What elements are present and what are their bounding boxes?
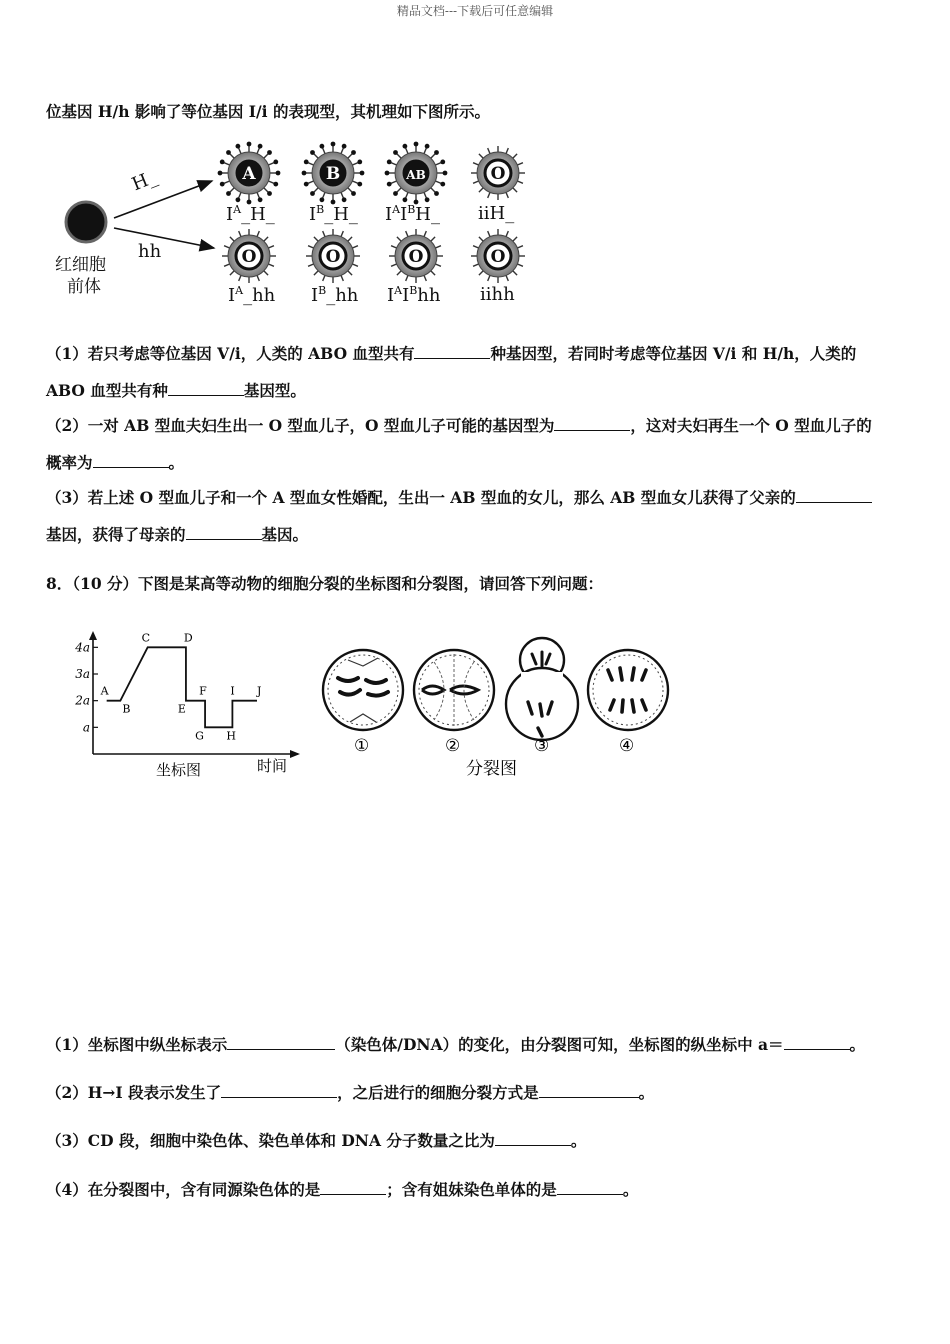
q8-part1: （1）坐标图中纵坐标表示 （染色体/DNA）的变化，由分裂图可知，坐标图的纵坐标中 a＝ 。 bbox=[46, 1035, 866, 1054]
point-label-i: I bbox=[230, 684, 235, 698]
q7-part3-line2: 基因，获得了母亲的 基因。 bbox=[46, 525, 309, 544]
answer-blank[interactable] bbox=[784, 1035, 850, 1050]
q8-part4: （4）在分裂图中，含有同源染色体的是 ；含有姐妹染色单体的是 。 bbox=[46, 1180, 639, 1199]
antigen-label: O bbox=[490, 247, 506, 267]
blood-cell-o bbox=[306, 229, 360, 283]
abo-mechanism-figure bbox=[50, 138, 530, 313]
cell-label-1: ① bbox=[354, 736, 370, 756]
division-cell-4 bbox=[588, 650, 668, 756]
q7-part2-line1: （2）一对 AB 型血夫妇生出一 O 型血儿子，O 型血儿子可能的基因型为 ，这对夫妇再生一个 O 型血儿子的 bbox=[46, 416, 872, 435]
point-label-g: G bbox=[195, 729, 204, 743]
antigen-label: O bbox=[408, 247, 424, 267]
antigen-label: B bbox=[325, 164, 341, 184]
point-label-e: E bbox=[177, 702, 186, 716]
antigen-label: O bbox=[490, 164, 506, 184]
blood-cell-o bbox=[471, 229, 525, 283]
y-axis-arrow bbox=[89, 631, 97, 640]
point-label-j: J bbox=[257, 684, 262, 698]
answer-blank[interactable] bbox=[227, 1035, 335, 1050]
point-label-b: B bbox=[122, 702, 131, 716]
answer-blank[interactable] bbox=[414, 344, 490, 359]
antigen-label: O bbox=[325, 247, 341, 267]
blood-cell-a bbox=[218, 142, 281, 205]
answer-blank[interactable] bbox=[554, 416, 630, 431]
q8-title: 8．（10 分）下图是某高等动物的细胞分裂的坐标图和分裂图，请回答下列问题： bbox=[46, 574, 604, 593]
cell-label-2: ② bbox=[445, 736, 461, 756]
answer-blank[interactable] bbox=[495, 1131, 571, 1146]
answer-blank[interactable] bbox=[320, 1180, 386, 1195]
cell-label-4: ④ bbox=[619, 736, 635, 756]
y-tick-label: 2a bbox=[75, 693, 90, 708]
answer-blank[interactable] bbox=[539, 1083, 639, 1098]
page-header: 精品文档---下载后可任意编辑 bbox=[396, 4, 554, 18]
intro-text: 位基因 H/h 影响了等位基因 I/i 的表现型，其机理如下图所示。 bbox=[46, 102, 490, 121]
blood-cell-o bbox=[389, 229, 443, 283]
answer-blank[interactable] bbox=[93, 453, 169, 468]
cell-label-3: ③ bbox=[534, 736, 550, 756]
genotype-label: $I^AI^BH\_$ bbox=[385, 203, 440, 225]
precursor-label-line2: 前体 bbox=[67, 277, 101, 297]
arrow-bottom-label: hh bbox=[138, 241, 162, 262]
point-label-f: F bbox=[199, 684, 207, 698]
arrow-top-label: H_ bbox=[129, 166, 160, 196]
q7-part1-line1: （1）若只考虑等位基因 V/i，人类的 ABO 血型共有 种基因型，若同时考虑等位基因 V/i 和 H/h，人类的 bbox=[46, 344, 857, 363]
y-tick-label: a bbox=[82, 720, 90, 735]
y-tick-label: 3a bbox=[75, 667, 90, 681]
blood-cell-ab bbox=[385, 142, 448, 205]
genotype-label: $I^B\_H\_$ bbox=[309, 203, 358, 225]
division-cell-1 bbox=[323, 650, 403, 756]
x-axis-arrow bbox=[290, 750, 300, 758]
y-tick-label: 4a bbox=[75, 640, 90, 655]
genotype-label: $I^A\_H\_$ bbox=[226, 203, 275, 225]
time-label: 时间 bbox=[257, 757, 288, 775]
q7-part1-line2: ABO 血型共有种 基因型。 bbox=[46, 381, 306, 400]
division-cell-3 bbox=[506, 638, 578, 756]
genotype-label: $I^AI^Bhh$ bbox=[387, 284, 441, 306]
antigen-label: AB bbox=[406, 168, 426, 182]
point-label-h: H bbox=[226, 729, 236, 743]
precursor-label-line1: 红细胞 bbox=[55, 255, 106, 275]
q8-part3: （3）CD 段，细胞中染色体、染色单体和 DNA 分子数量之比为 。 bbox=[46, 1131, 587, 1150]
blood-cell-b bbox=[302, 142, 365, 205]
answer-blank[interactable] bbox=[168, 381, 244, 396]
precursor-cell bbox=[66, 202, 106, 242]
q7-part2-line2: 概率为 。 bbox=[46, 453, 185, 472]
division-caption: 分裂图 bbox=[466, 759, 517, 779]
blood-cell-o bbox=[222, 229, 276, 283]
answer-blank[interactable] bbox=[221, 1083, 337, 1098]
blood-cell-o bbox=[471, 146, 525, 200]
arrow-bottom bbox=[114, 228, 214, 248]
division-figure bbox=[318, 636, 678, 786]
arrow-top bbox=[114, 181, 212, 218]
antigen-label: A bbox=[242, 164, 256, 184]
point-label-c: C bbox=[141, 631, 151, 645]
q7-part3-line1: （3）若上述 O 型血儿子和一个 A 型血女性婚配，生出一 AB 型血的女儿，那么 AB 型血女儿获得了父亲的 bbox=[46, 488, 872, 508]
answer-blank[interactable] bbox=[796, 488, 872, 503]
genotype-label: $I^B\_hh$ bbox=[311, 284, 359, 306]
genotype-label: $I^A\_hh$ bbox=[228, 284, 276, 306]
answer-blank[interactable] bbox=[557, 1180, 623, 1195]
genotype-label: iiH_ bbox=[478, 203, 515, 224]
coordinate-chart bbox=[60, 628, 310, 780]
point-label-d: D bbox=[183, 631, 193, 645]
point-label-a: A bbox=[100, 684, 109, 698]
coord-caption: 坐标图 bbox=[156, 761, 202, 779]
antigen-label: O bbox=[241, 247, 257, 267]
answer-blank[interactable] bbox=[186, 525, 262, 540]
genotype-label: iihh bbox=[480, 284, 515, 305]
q8-part2: （2）H→I 段表示发生了 ，之后进行的细胞分裂方式是 。 bbox=[46, 1083, 655, 1102]
division-cell-2 bbox=[414, 650, 494, 756]
